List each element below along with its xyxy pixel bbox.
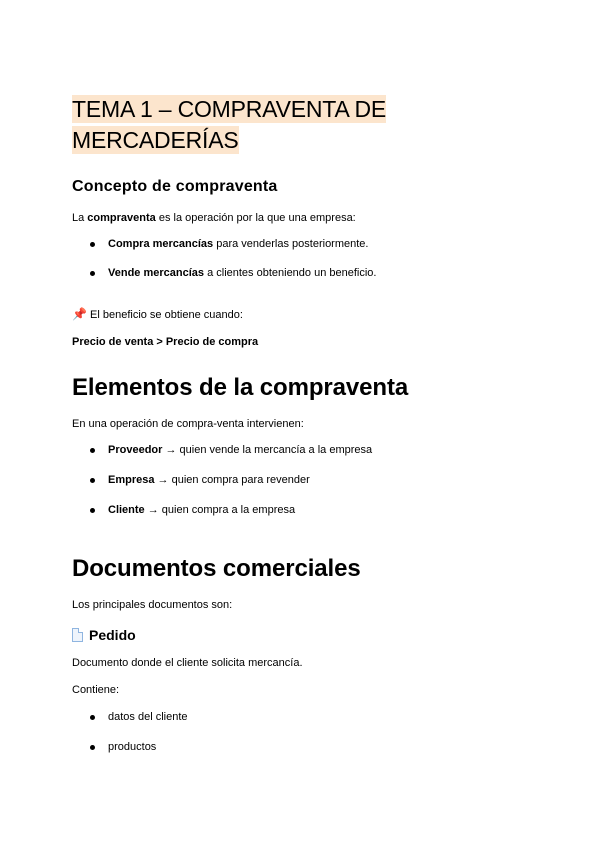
section-heading-elementos: Elementos de la compraventa [72, 374, 409, 401]
section-heading-documentos: Documentos comerciales [72, 555, 361, 582]
elementos-intro: En una operación de compra-venta intervienen: [72, 418, 304, 430]
page-title-text: TEMA 1 – COMPRAVENTA DE MERCADERÍAS [72, 96, 387, 153]
pedido-list [90, 710, 188, 754]
concepto-intro [72, 211, 356, 225]
list-item-bold: Compra mercancías [108, 238, 214, 250]
list-item: productos [90, 740, 188, 754]
concepto-intro-pre: La [72, 212, 88, 224]
list-item [90, 443, 372, 457]
concepto-list [90, 237, 376, 280]
beneficio-formula: Precio de venta > Precio de compra [72, 336, 259, 348]
page-title [72, 94, 472, 156]
list-item [90, 266, 376, 280]
documentos-intro: Los principales documentos son: [72, 599, 233, 611]
section-heading-concepto: Concepto de compraventa [72, 178, 278, 195]
list-item-bold: Vende mercancías [108, 267, 205, 279]
beneficio-note [72, 307, 243, 322]
pedido-contiene: Contiene: [72, 684, 120, 696]
list-item: datos del cliente [90, 710, 188, 724]
list-item-text: → quien vende la mercancía a la empresa [162, 444, 373, 456]
list-item [90, 503, 372, 517]
list-item-text: → quien compra para revender [154, 474, 310, 486]
list-item-text: para venderlas posteriormente. [213, 238, 369, 250]
concepto-intro-bold: compraventa [87, 212, 156, 224]
elementos-list [90, 443, 372, 517]
document-icon [72, 628, 83, 642]
pedido-description: Documento donde el cliente solicita mercancía. [72, 657, 303, 669]
pedido-heading-text: Pedido [89, 627, 136, 643]
pedido-heading [72, 626, 136, 644]
list-item [90, 237, 376, 251]
beneficio-note-text: El beneficio se obtiene cuando: [86, 309, 243, 321]
list-item-bold: Proveedor [108, 444, 163, 456]
list-item-bold: Empresa [108, 474, 155, 486]
list-item-text: → quien compra a la empresa [144, 504, 296, 516]
pushpin-icon: 📌 [72, 307, 87, 321]
list-item-bold: Cliente [108, 504, 145, 516]
concepto-intro-post: es la operación por la que una empresa: [155, 212, 356, 224]
list-item-text: a clientes obteniendo un beneficio. [204, 267, 377, 279]
list-item [90, 473, 372, 487]
